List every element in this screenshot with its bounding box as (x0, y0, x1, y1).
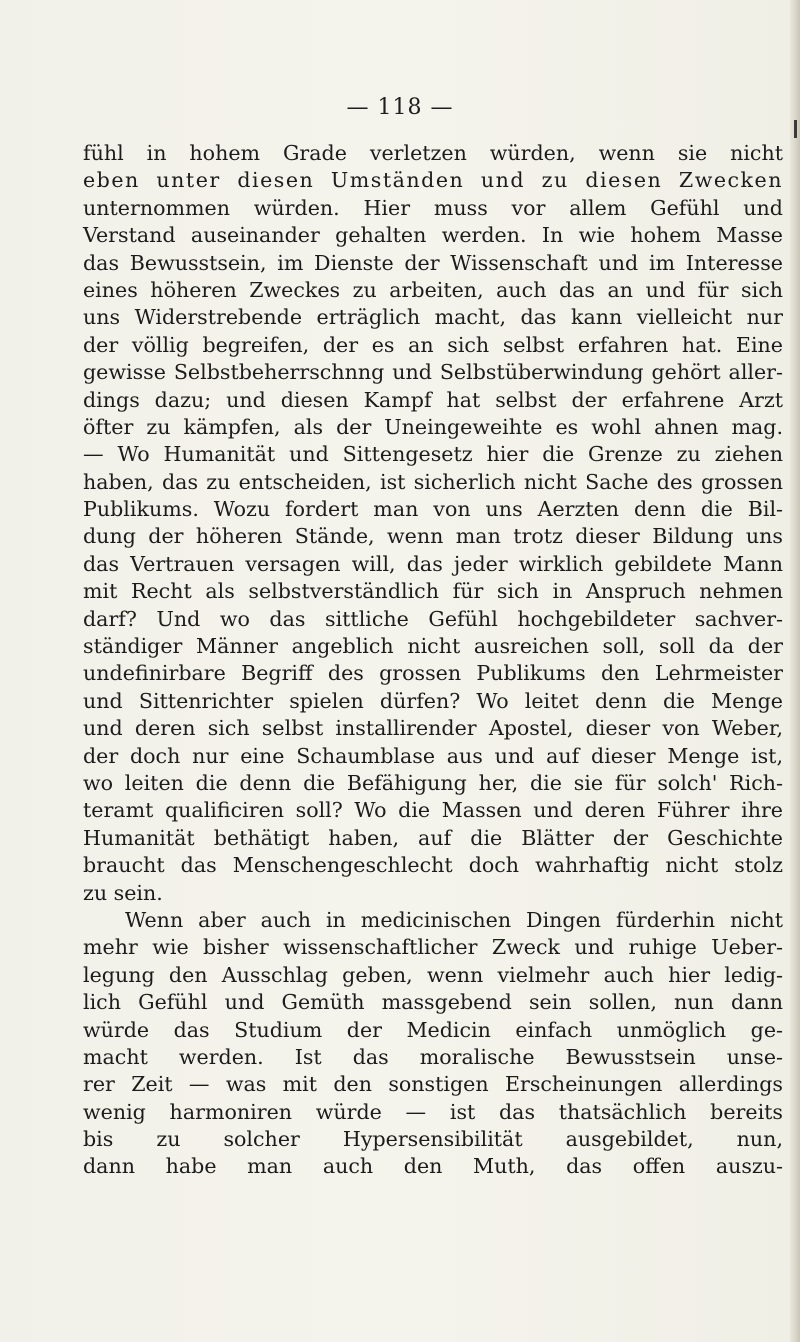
text-line: dann habe man auch den Muth, das offen auszu- (83, 1154, 783, 1179)
text-line: unternommen würden. Hier muss vor allem Gefühl und (83, 195, 783, 220)
text-line: der völlig begreifen, der es an sich selbst erfahren hat. Eine (83, 332, 783, 357)
text-line: eben unter diesen Umständen und zu diesen Zwecken (83, 168, 783, 193)
text-line: macht werden. Ist das moralische Bewusstsein unse- (83, 1044, 783, 1069)
text-line: Wenn aber auch in medicinischen Dingen fürderhin nicht (125, 907, 783, 932)
spine-mark (794, 120, 797, 138)
body-text (83, 140, 783, 1181)
page-spine-edge (790, 0, 800, 1342)
text-line: öfter zu kämpfen, als der Uneingeweihte es wohl ahnen mag. (83, 414, 783, 439)
text-line: der doch nur eine Schaumblase aus und auf dieser Menge ist, (83, 743, 783, 768)
text-line: undefinirbare Begriff des grossen Publikums den Lehrmeister (83, 661, 783, 686)
text-line: bis zu solcher Hypersensibilität ausgebildet, nun, (83, 1127, 783, 1152)
text-line: braucht das Menschengeschlecht doch wahrhaftig nicht stolz (83, 853, 783, 878)
text-line: dings dazu; und diesen Kampf hat selbst der erfahrene Arzt (83, 387, 783, 412)
text-line: legung den Ausschlag geben, wenn vielmehr auch hier ledig- (83, 962, 783, 987)
text-line: Humanität bethätigt haben, auf die Blätter der Geschichte (83, 825, 783, 850)
text-line: mit Recht als selbstverständlich für sich in Anspruch nehmen (83, 579, 783, 604)
text-line: Verstand auseinander gehalten werden. In wie hohem Masse (83, 223, 783, 248)
text-line: haben, das zu entscheiden, ist sicherlich nicht Sache des grossen (83, 469, 783, 494)
text-line: gewisse Selbstbeherrschnng und Selbstüberwindung gehört aller- (83, 360, 783, 385)
text-line: wenig harmoniren würde — ist das thatsächlich bereits (83, 1099, 783, 1124)
text-line: rer Zeit — was mit den sonstigen Erscheinungen allerdings (83, 1072, 783, 1097)
text-line: ständiger Männer angeblich nicht ausreichen soll, soll da der (83, 634, 783, 659)
text-line: und deren sich selbst installirender Apostel, dieser von Weber, (83, 716, 783, 741)
text-line: würde das Studium der Medicin einfach unmöglich ge- (83, 1017, 783, 1042)
text-line: und Sittenrichter spielen dürfen? Wo leitet denn die Menge (83, 688, 783, 713)
text-line: fühl in hohem Grade verletzen würden, wenn sie nicht (83, 141, 783, 165)
text-line: teramt qualificiren soll? Wo die Massen und deren Führer ihre (83, 798, 783, 823)
text-line: uns Widerstrebende erträglich macht, das kann vielleicht nur (83, 305, 783, 330)
text-line: dung der höheren Stände, wenn man trotz dieser Bildung uns (83, 524, 783, 549)
text-line: Publikums. Wozu fordert man von uns Aerzten denn die Bil- (83, 497, 783, 522)
text-line: eines höheren Zweckes zu arbeiten, auch das an und für sich (83, 277, 783, 302)
text-line: mehr wie bisher wissenschaftlicher Zweck und ruhige Ueber- (83, 935, 783, 960)
text-line: das Vertrauen versagen will, das jeder wirklich gebildete Mann (83, 551, 783, 576)
text-line: darf? Und wo das sittliche Gefühl hochgebildeter sachver- (83, 606, 783, 631)
text-line: lich Gefühl und Gemüth massgebend sein sollen, nun dann (83, 990, 783, 1015)
text-line: wo leiten die denn die Befähigung her, die sie für solch' Rich- (83, 770, 783, 795)
page-number: — 118 — (346, 95, 454, 120)
text-line: das Bewusstsein, im Dienste der Wissenschaft und im Interesse (83, 250, 783, 275)
text-line: — Wo Humanität und Sittengesetz hier die Grenze zu ziehen (83, 442, 783, 467)
text-line: zu sein. (83, 880, 163, 905)
